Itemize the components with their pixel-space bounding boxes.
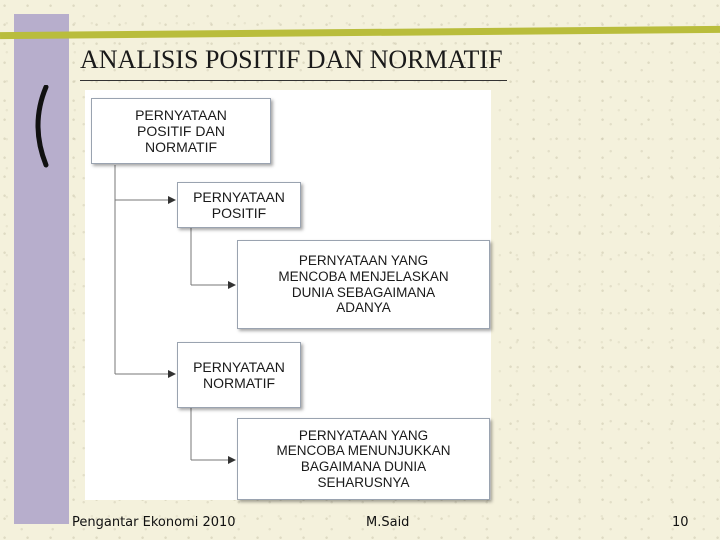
node-root: PERNYATAAN POSITIF DAN NORMATIF — [91, 98, 271, 164]
node-positive-description: PERNYATAAN YANG MENCOBA MENJELASKAN DUNIA SEBAGAIMANA ADANYA — [237, 240, 490, 329]
footer-author: M.Said — [366, 515, 410, 530]
node-normative-description: PERNYATAAN YANG MENCOBA MENUNJUKKAN BAGAIMANA DUNIA SEHARUSNYA — [237, 418, 490, 500]
node-normative: PERNYATAAN NORMATIF — [177, 342, 301, 408]
bracket-decoration — [16, 85, 66, 170]
top-rule — [0, 26, 720, 39]
footer-course: Pengantar Ekonomi 2010 — [72, 515, 236, 530]
page-number: 10 — [672, 515, 689, 530]
node-positive: PERNYATAAN POSITIF — [177, 182, 301, 228]
page-title: ANALISIS POSITIF DAN NORMATIF — [80, 44, 507, 81]
